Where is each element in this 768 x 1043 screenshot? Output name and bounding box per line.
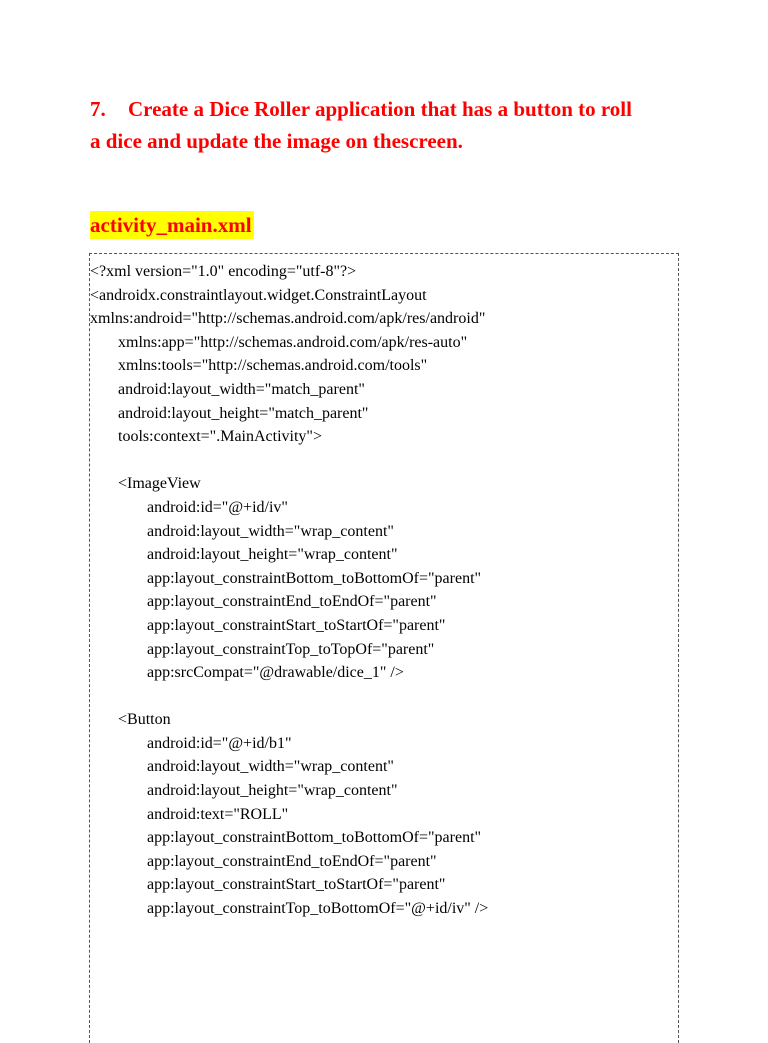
code-line: app:layout_constraintEnd_toEndOf="parent" bbox=[147, 852, 437, 870]
code-line: android:layout_width="wrap_content" bbox=[147, 758, 394, 776]
code-line: app:srcCompat="@drawable/dice_1" /> bbox=[147, 664, 404, 682]
code-block bbox=[89, 253, 679, 1043]
code-line: app:layout_constraintBottom_toBottomOf="parent" bbox=[147, 569, 482, 587]
code-line: app:layout_constraintStart_toStartOf="parent" bbox=[147, 876, 446, 894]
code-line: tools:context=".MainActivity"> bbox=[118, 428, 322, 446]
code-line: android:id="@+id/b1" bbox=[147, 734, 292, 752]
code-line: app:layout_constraintStart_toStartOf="parent" bbox=[147, 616, 446, 634]
code-line bbox=[90, 449, 678, 473]
code-line bbox=[90, 685, 678, 709]
code-line: android:id="@+id/iv" bbox=[147, 498, 288, 516]
code-line: xmlns:tools="http://schemas.android.com/tools" bbox=[118, 357, 428, 375]
code-line: app:layout_constraintTop_toBottomOf="@+id/iv" /> bbox=[147, 900, 489, 918]
code-line: xmlns:app="http://schemas.android.com/apk/res-auto" bbox=[118, 333, 468, 351]
code-line: android:layout_height="match_parent" bbox=[118, 404, 369, 422]
code-line: xmlns:android="http://schemas.android.com/apk/res/android" bbox=[90, 310, 486, 328]
code-line: <Button bbox=[118, 711, 171, 729]
code-line: android:text="ROLL" bbox=[147, 805, 289, 823]
code-line: <?xml version="1.0" encoding="utf-8"?> bbox=[90, 263, 357, 280]
code-line: android:layout_width="match_parent" bbox=[118, 380, 365, 398]
code-line: app:layout_constraintBottom_toBottomOf="parent" bbox=[147, 829, 482, 847]
question-number: 7. bbox=[90, 97, 106, 121]
code-line: android:layout_height="wrap_content" bbox=[147, 782, 398, 800]
code-line: <androidx.constraintlayout.widget.ConstraintLayout bbox=[90, 286, 427, 304]
question-heading bbox=[90, 93, 700, 157]
file-name-label: activity_main.xml bbox=[90, 213, 252, 237]
code-line: android:layout_height="wrap_content" bbox=[147, 546, 398, 564]
code-line: android:layout_width="wrap_content" bbox=[147, 522, 394, 540]
code-line: app:layout_constraintTop_toTopOf="parent" bbox=[147, 640, 435, 658]
code-line: <ImageView bbox=[118, 475, 201, 493]
question-text-line-1: Create a Dice Roller application that has a button to roll bbox=[128, 97, 632, 121]
code-line: app:layout_constraintEnd_toEndOf="parent" bbox=[147, 593, 437, 611]
question-text-line-2: a dice and update the image on thescreen. bbox=[90, 129, 463, 153]
